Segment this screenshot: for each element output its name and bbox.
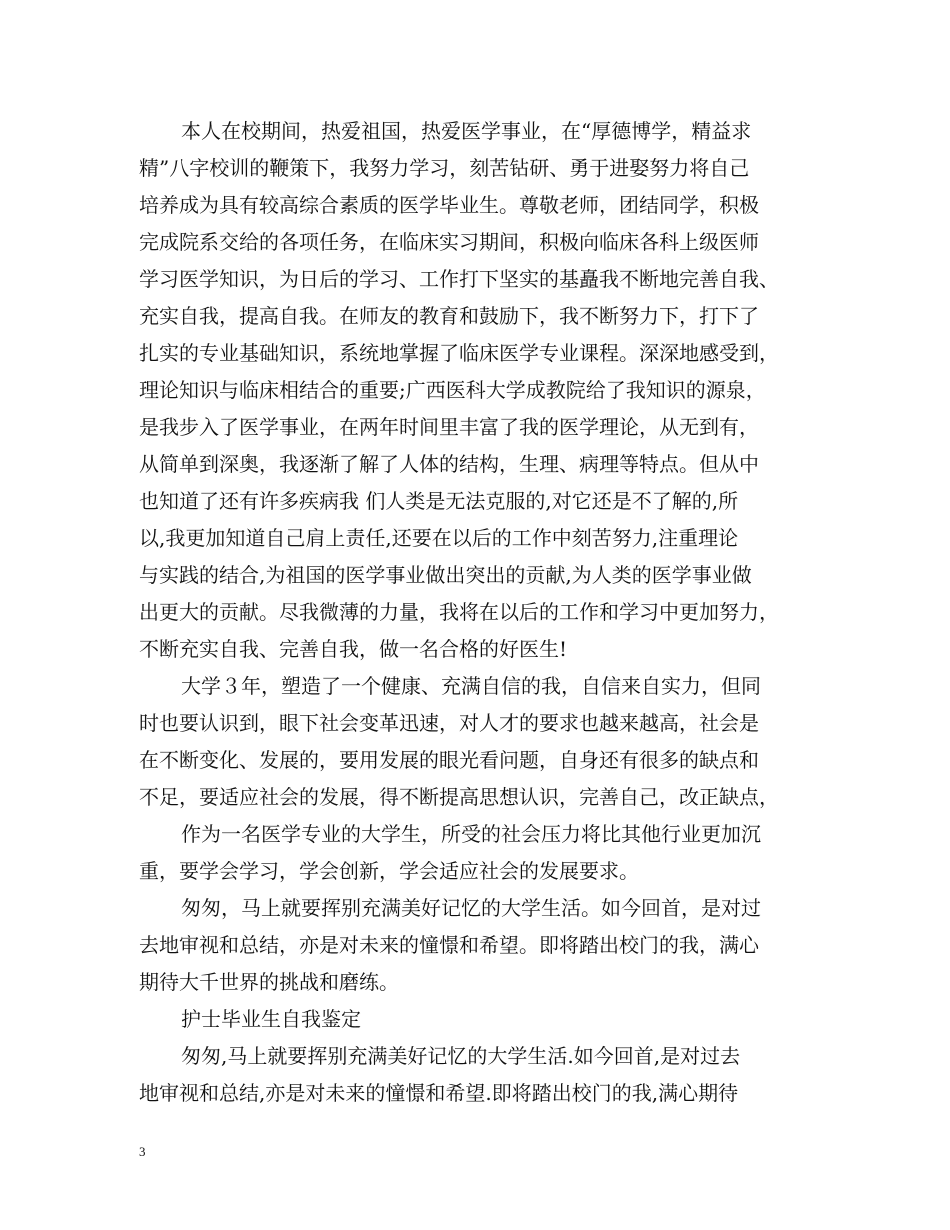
- text-line: 匆匆，马上就要挥别充满美好记忆的大学生活。如今回首，是对过: [181, 896, 761, 920]
- text-line: 也知道了还有许多疾病我 们人类是无法克服的,对它还是不了解的,所: [139, 489, 739, 513]
- page-number: 3: [139, 1144, 146, 1159]
- text-line: 本人在校期间，热爱祖国，热爱医学事业，在“厚德博学，精益求: [181, 119, 752, 143]
- text-line: 完成院系交给的各项任务，在临床实习期间，积极向临床各科上级医师: [139, 230, 759, 254]
- text-line: 与实践的结合,为祖国的医学事业做出突出的贡献,为人类的医学事业做: [139, 563, 752, 587]
- text-line: 不足，要适应社会的发展，得不断提高思想认识，完善自己，改正缺点，: [139, 785, 779, 809]
- text-line: 期待大千世界的挑战和磨练。: [139, 970, 399, 994]
- text-line: 出更大的贡献。尽我微薄的力量，我将在以后的工作和学习中更加努力，: [139, 600, 779, 624]
- text-line: 地审视和总结,亦是对未来的憧憬和希望.即将踏出校门的我,满心期待: [139, 1081, 739, 1105]
- text-line: 大学３年，塑造了一个健康、充满自信的我，自信来自实力，但同: [181, 674, 761, 698]
- text-line: 在不断变化、发展的，要用发展的眼光看问题，自身还有很多的缺点和: [139, 748, 759, 772]
- text-line: 充实自我，提高自我。在师友的教育和鼓励下，我不断努力下，打下了: [139, 304, 759, 328]
- text-line: 匆匆,马上就要挥别充满美好记忆的大学生活.如今回首,是对过去: [181, 1044, 741, 1068]
- text-line: 扎实的专业基础知识，系统地掌握了临床医学专业课程。深深地感受到，: [139, 341, 779, 365]
- text-line: 从简单到深奥，我逐渐了解了人体的结构，生理、病理等特点。但从中: [139, 452, 759, 476]
- document-body: [139, 113, 829, 1112]
- text-line: 精”八字校训的鞭策下，我努力学习，刻苦钻研、勇于进娶努力将自己: [139, 156, 750, 180]
- text-line: 重，要学会学习，学会创新，学会适应社会的发展要求。: [139, 859, 639, 883]
- text-line: 学习医学知识，为日后的学习、工作打下坚实的基矗我不断地完善自我、: [139, 267, 779, 291]
- text-line: 去地审视和总结，亦是对未来的憧憬和希望。即将踏出校门的我，满心: [139, 933, 759, 957]
- text-line: 培养成为具有较高综合素质的医学毕业生。尊敬老师，团结同学，积极: [139, 193, 759, 217]
- text-line: 时也要认识到，眼下社会变革迅速，对人才的要求也越来越高，社会是: [139, 711, 759, 735]
- text-line: 理论知识与临床相结合的重要;广西医科大学成教院给了我知识的源泉，: [139, 378, 766, 402]
- text-line: 不断充实自我、完善自我，做一名合格的好医生!: [139, 637, 568, 661]
- section-heading: 护士毕业生自我鉴定: [181, 1007, 361, 1031]
- text-line: 作为一名医学专业的大学生，所受的社会压力将比其他行业更加沉: [181, 822, 761, 846]
- text-line: 以,我更加知道自己肩上责任,还要在以后的工作中刻苦努力,注重理论: [139, 526, 739, 550]
- text-line: 是我步入了医学事业，在两年时间里丰富了我的医学理论，从无到有，: [139, 415, 759, 439]
